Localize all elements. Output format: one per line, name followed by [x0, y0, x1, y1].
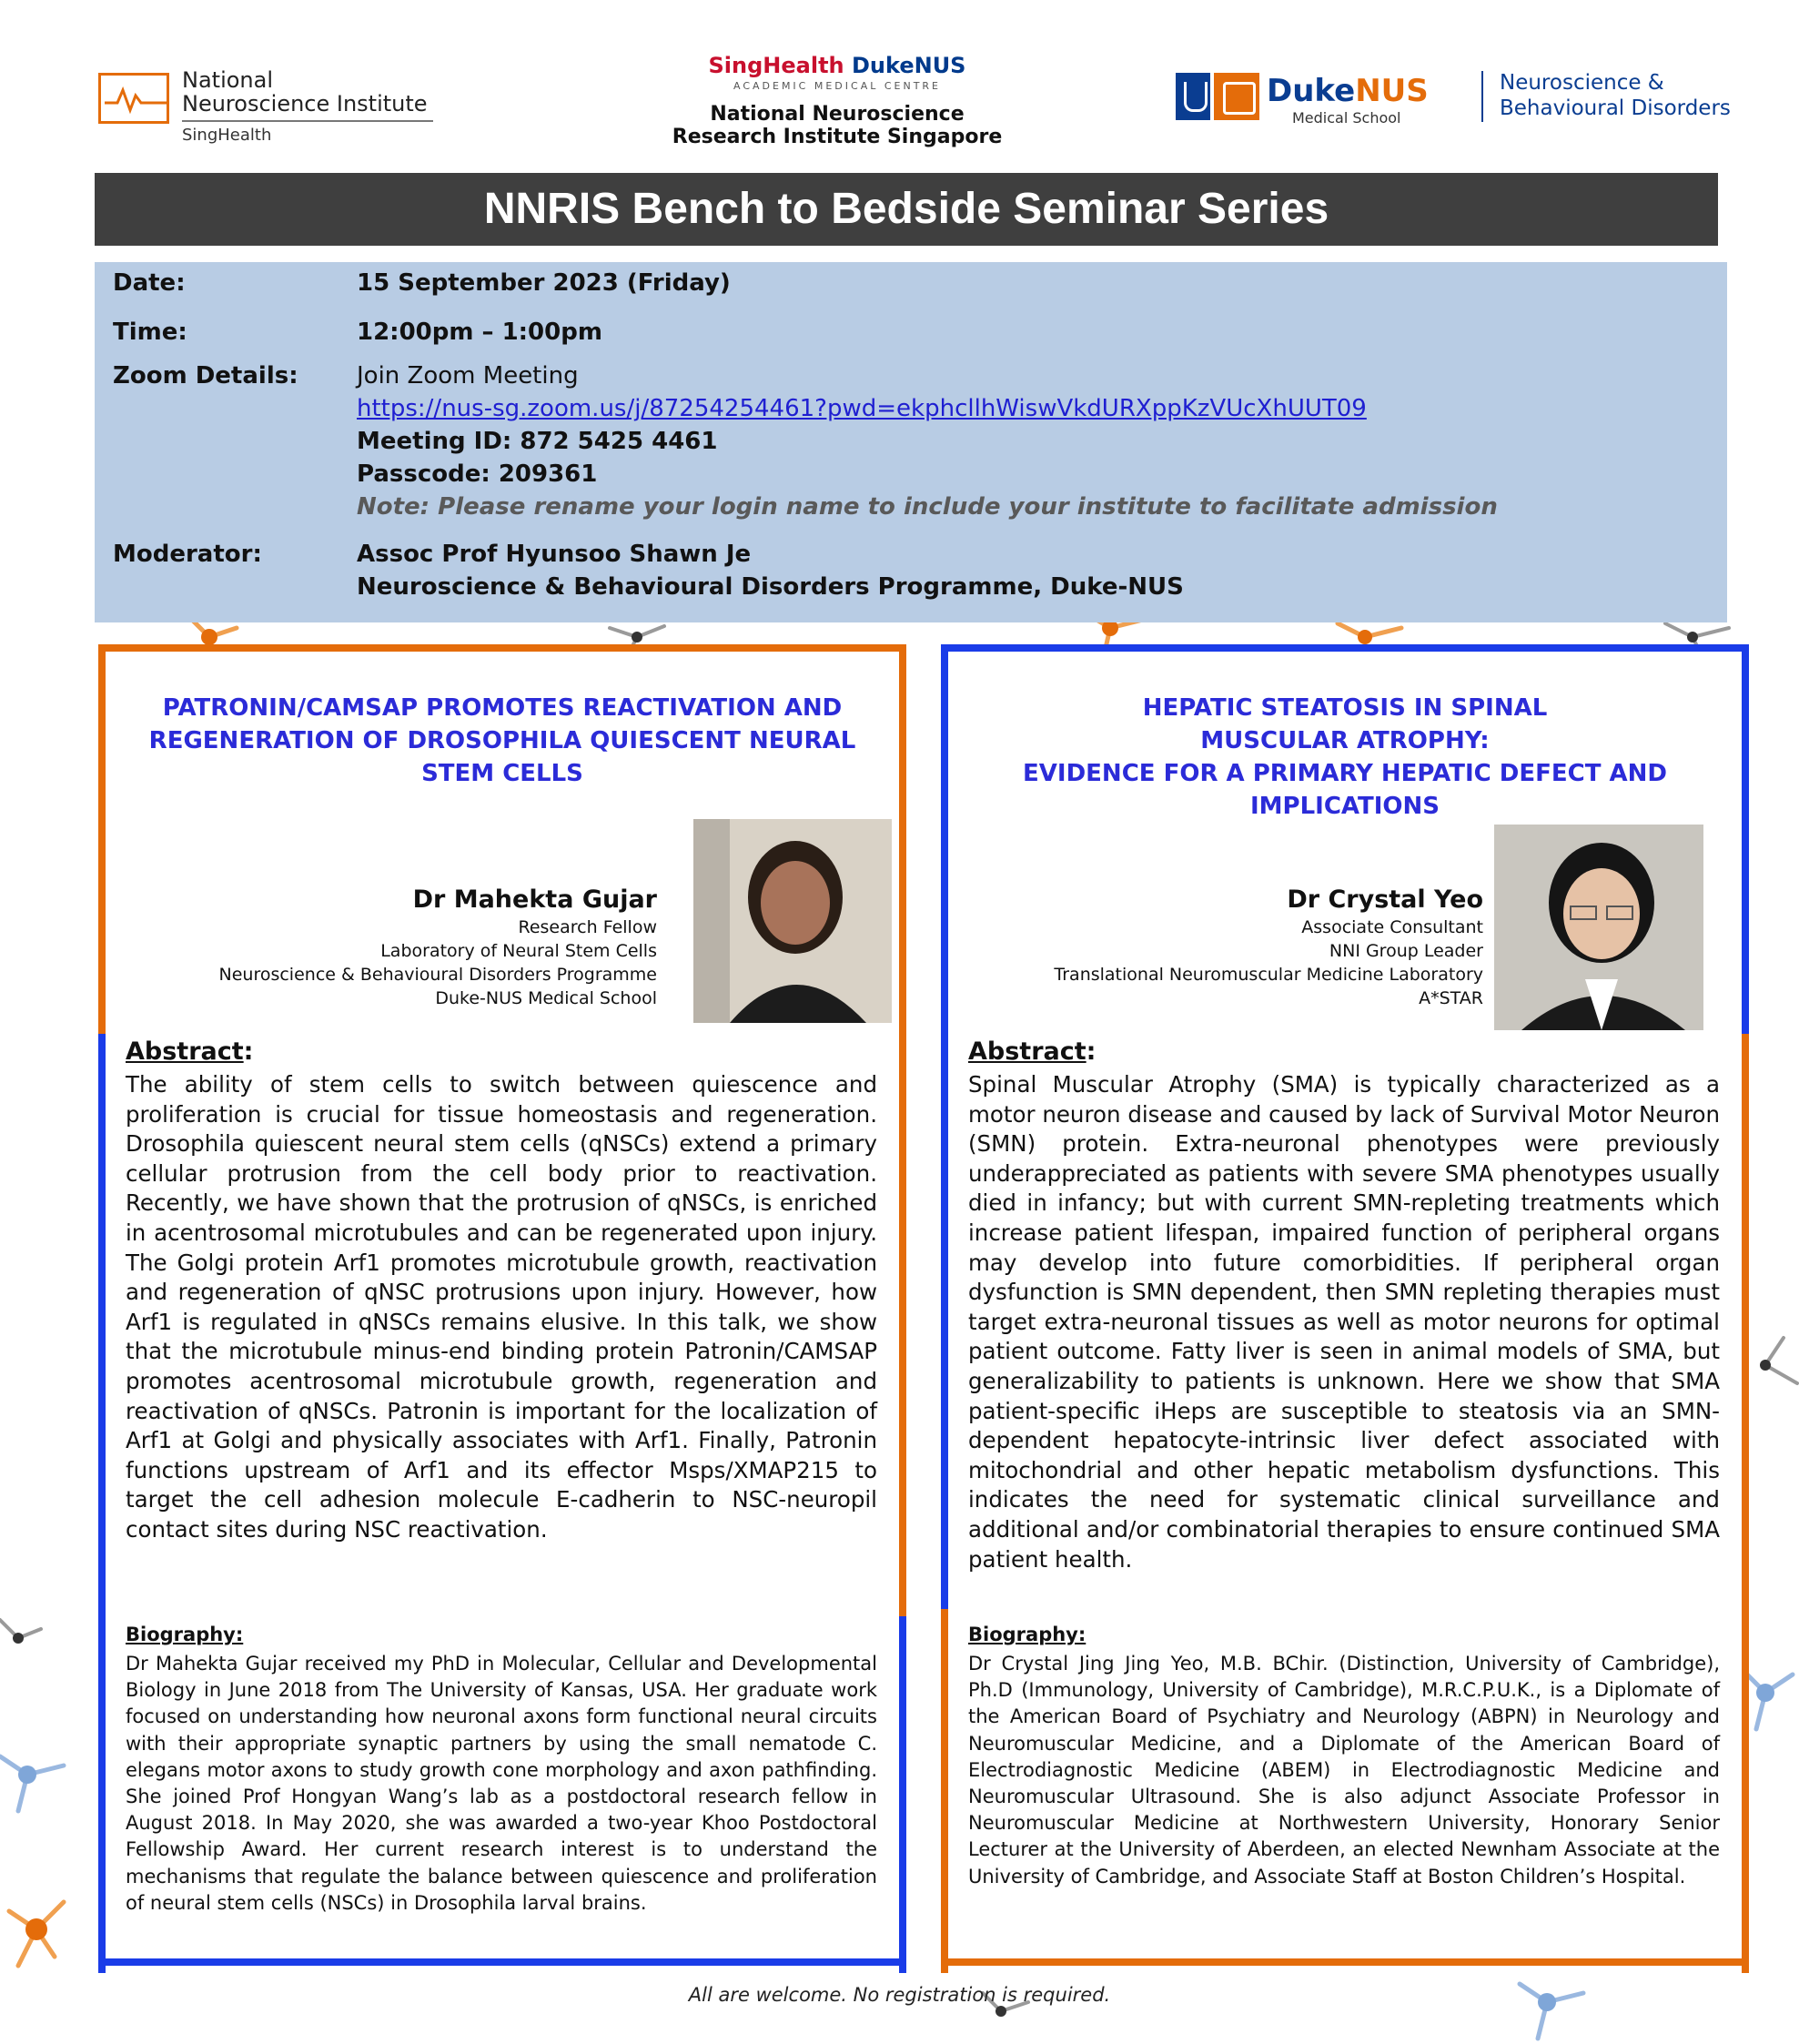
speaker-title-line: A*STAR [1419, 988, 1483, 1008]
panel-edge-left-lower [941, 1609, 948, 1973]
speaker-title-line: Neuroscience & Behavioural Disorders Programme [218, 965, 657, 985]
left-speaker-panel [98, 644, 906, 1966]
nni-name-line1: National [182, 67, 274, 93]
left-abstract-text: The ability of stem cells to switch between quiescence and proliferation is crucial for tissue homeostasis and regeneration. Drosophila quiescent neural stem cells (qNSCs) extend a primary cellular protrusion from the cell body prior to reactivation. Recently, we have shown that the protrusion of qNSCs, is enriched in acentrosomal microtubules and can be regenerated upon injury. The Golgi protein Arf1 promotes microtubule growth, reactivation and regeneration of qNSC protrusions upon injury. However, how Arf1 is regulated in qNSCs remains elusive. In this talk, we show that the microtubule minus-end binding protein Patronin/CAMSAP promotes acentrosomal microtubule growth, regeneration and reactivation of qNSCs. Patronin is important for the localization of Arf1 at Golgi and physically associates with Arf1. Finally, Patronin functions upstream of Arf1 and its effector Msps/XMAP215 to target the cell adhesion molecule E-cadherin to NSC-neuropil contact sites during NSC reactivation. [126, 1071, 877, 1543]
speaker-title-line: Associate Consultant [1301, 917, 1483, 937]
login-note: Note: Please rename your login name to include your institute to facilitate admission [357, 493, 1498, 521]
nni-logo [98, 66, 435, 145]
logo-divider [1481, 71, 1483, 122]
right-abstract-text: Spinal Muscular Atrophy (SMA) is typically characterized as a motor neuron disease and caused by lack of Survival Motor Neuron (SMN) protein. Extra-neuronal phenotypes were previously underappreciated as patients with severe SMA phenotypes usually died in infancy; but with current SMN-repleting treatments which increase patient lifespan, impaired function of peripheral organs may develop into future comorbidities. If peripheral organ dysfunction is SMN dependent, then SMN repleting therapies must target extra-neuronal tissues as well as motor neurons for optimal patient outcome. Fatty liver is seen in animal models of SMA, but generalizability to patients is unknown. Here we show that SMA patient-specific iHeps are susceptible to steatosis via an SMN-dependent hepatocyte-intrinsic liver defect associated with mitochondrial and other hepatic metabolism dysfunctions. This indicates the need for systematic clinical surveillance and additional and/or combinatorial therapies to ensure continued SMA patient health. [968, 1071, 1720, 1573]
right-speaker-panel [941, 644, 1749, 1966]
left-biography-text: Dr Mahekta Gujar received my PhD in Molecular, Cellular and Developmental Biology in June 2018 from The University of Kansas, USA. Her graduate work focused on understanding how neuronal axons form functional neural circuits with their appropriate synaptic partners by using the small nematode C. elegans motor axons to study growth cone morphology and axon pathfinding. She joined Prof Hongyan Wang’s lab as a postdoctoral research fellow in August 2018. In May 2020, she was awarded a two-year Khoo Postdoctoral Fellowship Award. Her current research interest is to understand the mechanisms that regulate the balance between quiescence and proliferation of neural stem cells (NSCs) in Drosophila larval brains. [126, 1653, 877, 1914]
duke-text: Duke [1267, 73, 1356, 109]
left-talk-title [124, 692, 881, 790]
ndb-line2: Behavioural Disorders [1500, 96, 1731, 120]
speaker-title-line: NNI Group Leader [1329, 941, 1483, 961]
amc-text: ACADEMIC MEDICAL CENTRE [733, 80, 942, 92]
duke-shield-icon [1176, 73, 1210, 120]
left-speaker-info [93, 885, 657, 1010]
duke-nus-logo [1176, 71, 1740, 135]
nnris-name-line1: National Neuroscience [710, 103, 965, 126]
nni-name-line2: Neuroscience Institute [182, 91, 428, 116]
moderator-affiliation: Neuroscience & Behavioural Disorders Programme, Duke-NUS [357, 573, 1184, 601]
duke-nus-wordmark [1267, 73, 1429, 109]
zoom-join-text: Join Zoom Meeting [357, 362, 579, 390]
nus-crest-icon [1214, 73, 1259, 120]
seminar-series-banner: NNRIS Bench to Bedside Seminar Series [95, 173, 1718, 246]
time-label: Time: [113, 319, 187, 346]
abstract-heading: Abstract: [126, 1037, 254, 1066]
speaker-name: Dr Crystal Yeo [1287, 885, 1483, 914]
biography-heading: Biography: [968, 1624, 1086, 1645]
zoom-label: Zoom Details: [113, 362, 298, 390]
right-speaker-info [974, 885, 1483, 1010]
abstract-heading-text: Abstract [968, 1037, 1086, 1066]
moderator-name: Assoc Prof Hyunsoo Shawn Je [357, 541, 752, 568]
right-title-line: EVIDENCE FOR A PRIMARY HEPATIC DEFECT AND [1023, 760, 1667, 787]
panel-edge-right-lower [1742, 1034, 1749, 1973]
speaker-photo-yeo [1494, 825, 1703, 1030]
left-title-line: REGENERATION OF DROSOPHILA QUIESCENT NEURAL [148, 727, 856, 754]
time-value: 12:00pm – 1:00pm [357, 319, 602, 346]
speaker-title-line: Duke-NUS Medical School [435, 988, 657, 1008]
left-title-line: PATRONIN/CAMSAP PROMOTES REACTIVATION AND [162, 694, 843, 722]
nnris-logo-top [655, 53, 1019, 78]
event-details-box [95, 262, 1727, 622]
right-title-line: HEPATIC STEATOSIS IN SPINAL [1142, 694, 1548, 722]
pulse-icon [98, 73, 169, 124]
meeting-id: Meeting ID: 872 5425 4461 [357, 428, 718, 455]
left-title-line: STEM CELLS [421, 760, 583, 787]
speaker-photo-gujar [693, 819, 892, 1023]
nus-text: NUS [1355, 73, 1429, 109]
right-title-line: MUSCULAR ATROPHY: [1200, 727, 1490, 754]
abstract-heading-text: Abstract [126, 1037, 244, 1066]
right-talk-title [966, 692, 1723, 823]
right-biography-text: Dr Crystal Jing Jing Yeo, M.B. BChir. (Distinction, University of Cambridge), Ph.D (Immunology, University of Cambridge), M.R.C.P.U.K., is a Diplomate of the American Board of Psychiatry and Neurology (ABPN) in Neurology and Neuromuscular Medicine, and a Diplomate of the American Board of Electrodiagnostic Medicine (ABEM) in Electrodiagnostic Medicine and Neuromuscular Ultrasound. She is also adjunct Associate Professor in Neuromuscular Medicine at Northwestern University, Honorary Senior Lecturer at the University of Aberdeen, an elected Newnham Associate at the University of Cambridge, and Associate Staff at Boston Children’s Hospital. [968, 1653, 1720, 1887]
right-title-line: IMPLICATIONS [1249, 793, 1440, 820]
nnris-name-line2: Research Institute Singapore [672, 126, 1003, 148]
nni-divider [182, 120, 433, 122]
moderator-label: Moderator: [113, 541, 262, 568]
panel-edge-right-lower [899, 1616, 906, 1973]
date-value: 15 September 2023 (Friday) [357, 269, 731, 297]
nnris-logo [655, 53, 1019, 148]
speaker-title-line: Research Fellow [518, 917, 657, 937]
speaker-name: Dr Mahekta Gujar [412, 885, 657, 914]
passcode: Passcode: 209361 [357, 460, 598, 488]
biography-heading: Biography: [126, 1624, 244, 1645]
abstract-heading: Abstract: [968, 1037, 1097, 1066]
ndb-line1: Neuroscience & [1500, 71, 1664, 95]
speaker-title-line: Laboratory of Neural Stem Cells [380, 941, 657, 961]
medical-school-text: Medical School [1292, 109, 1401, 126]
singhealth-text: SingHealth [708, 53, 844, 78]
date-label: Date: [113, 269, 186, 297]
speaker-title-line: Translational Neuromuscular Medicine Laboratory [1054, 965, 1483, 985]
panel-edge-left-lower [98, 1034, 106, 1973]
nni-subtitle: SingHealth [182, 126, 272, 145]
zoom-link[interactable]: https://nus-sg.zoom.us/j/87254254461?pwd=ekphcllhWiswVkdURXppKzVUcXhUUT09 [357, 395, 1367, 422]
footer-note: All are welcome. No registration is required. [688, 1984, 1111, 2006]
dukenus-text: DukeNUS [852, 53, 966, 78]
